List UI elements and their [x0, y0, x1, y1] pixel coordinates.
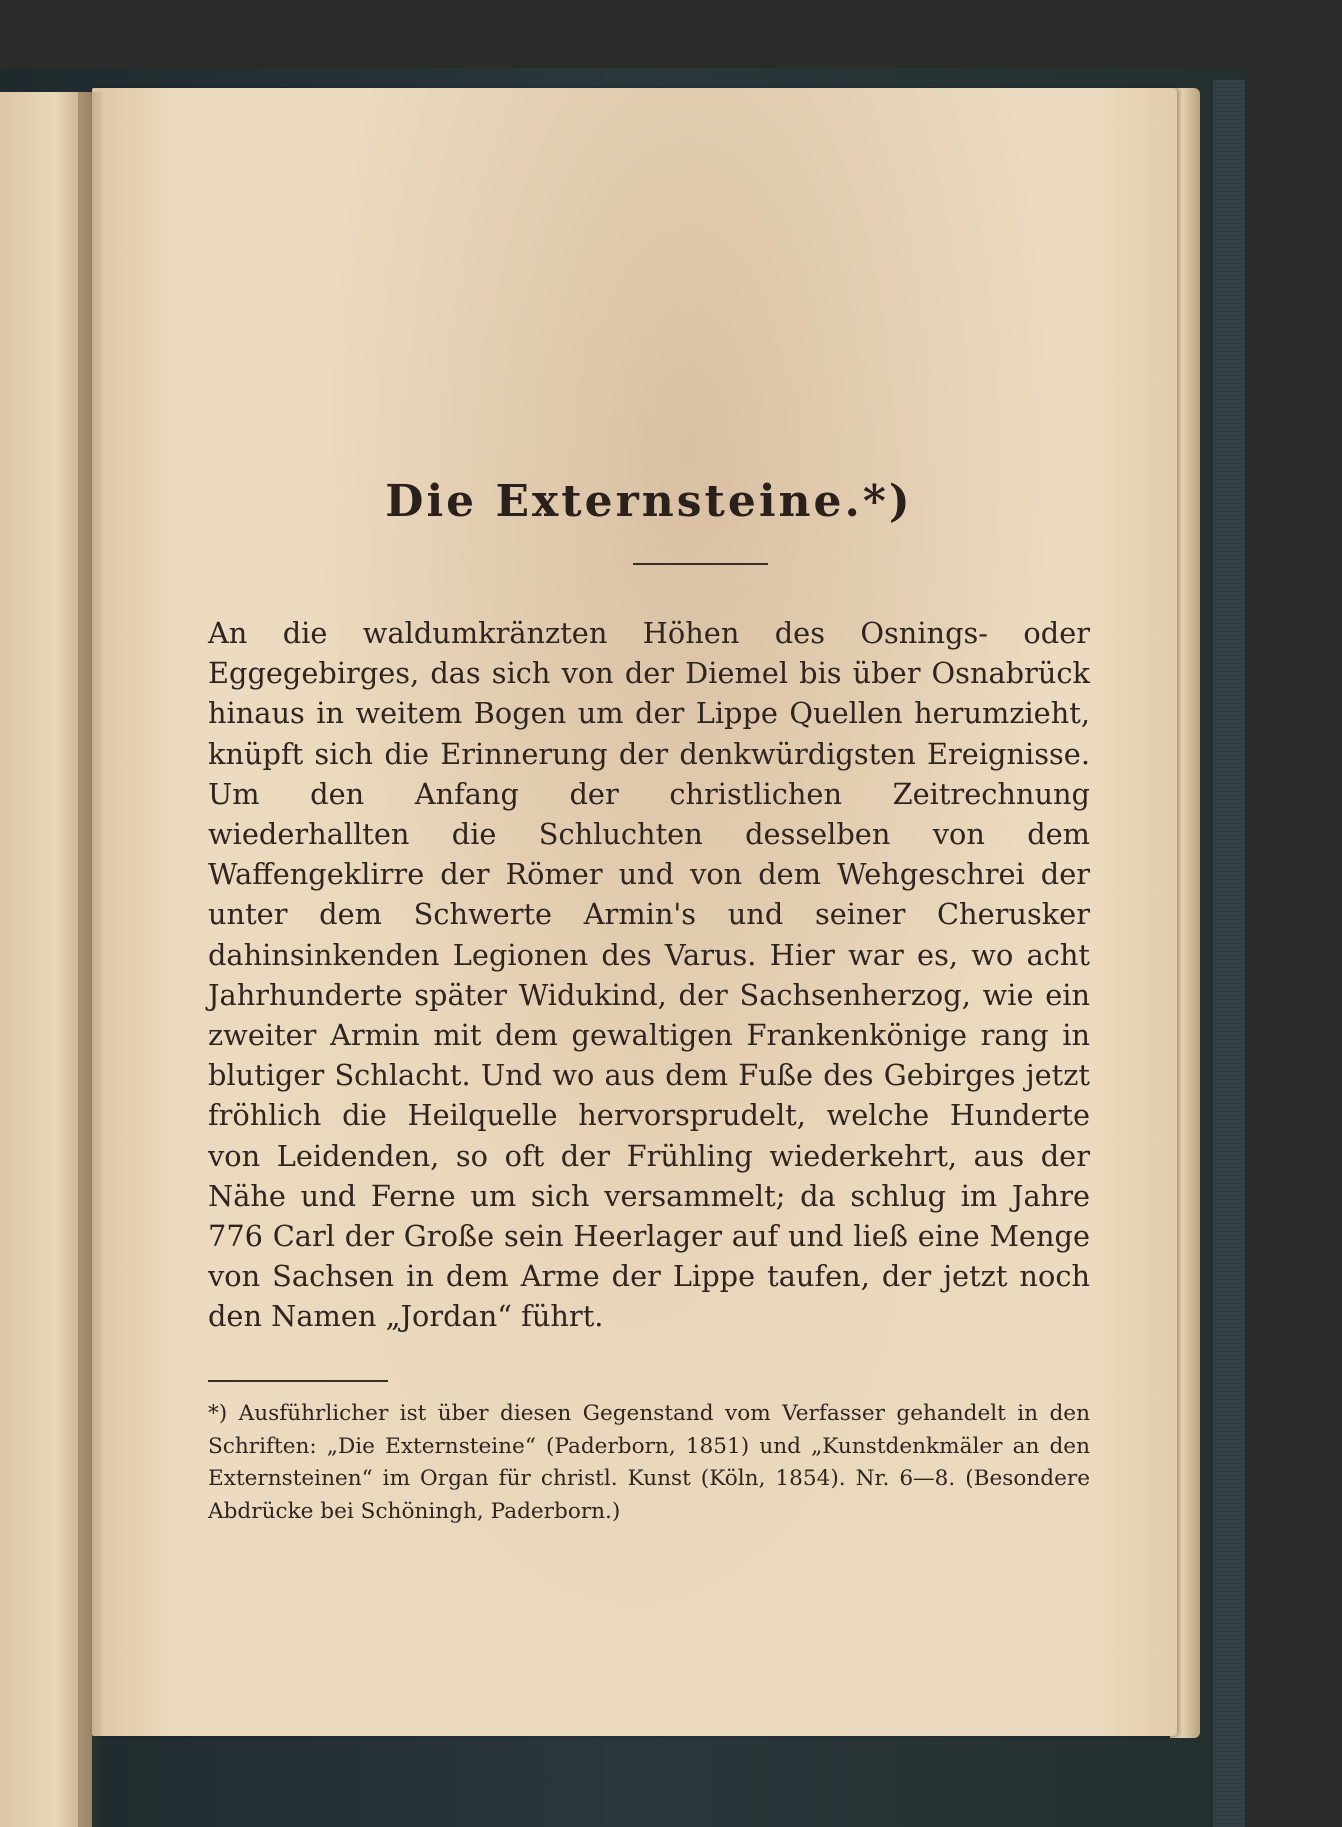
footnote-divider: [208, 1380, 388, 1382]
cover-cloth-edge: [1213, 80, 1245, 1827]
title-divider: [633, 563, 768, 565]
gutter-shadow: [78, 92, 102, 1827]
page-title: Die Externsteine.*): [385, 476, 913, 527]
body-paragraph: An die waldumkränzten Höhen des Osnings- oder Eggegebirges, das sich von der Diemel bis über Osnabrück hinaus in weitem Bogen um der Lippe Quellen herumzieht, knüpft sich die Erinnerung der denkwürdigsten Ereignisse. Um den Anfang der christlichen Zeitrechnung wiederhallten die Schluchten desselben von dem Waffengeklirre der Römer und von dem Wehgeschrei der unter dem Schwerte Armin's und seiner Cherusker dahinsinkenden Legionen des Varus. Hier war es, wo acht Jahrhunderte später Widukind, der Sachsenherzog, wie ein zweiter Armin mit dem gewaltigen Frankenkönige rang in blutiger Schlacht. Und wo aus dem Fuße des Gebirges jetzt fröhlich die Heilquelle hervorsprudelt, welche Hunderte von Leidenden, so oft der Frühling wiederkehrt, aus der Nähe und Ferne um sich versammelt; da schlug im Jahre 776 Carl der Große sein Heerlager auf und ließ eine Menge von Sachsen in dem Arme der Lippe taufen, der jetzt noch den Namen „Jordan“ führt.: [208, 616, 1090, 1334]
footnote: *) Ausführlicher ist über diesen Gegenstand vom Verfasser gehandelt in den Schriften: „Die Externsteine“ (Paderborn, 1851) und „Kunstdenkmäler an den Externsteinen“ im Organ für christl. Kunst (Köln, 1854). Nr. 6—8. (Besondere Abdrücke bei Schöningh, Paderborn.): [208, 1401, 1090, 1524]
book-page: [92, 88, 1177, 1736]
